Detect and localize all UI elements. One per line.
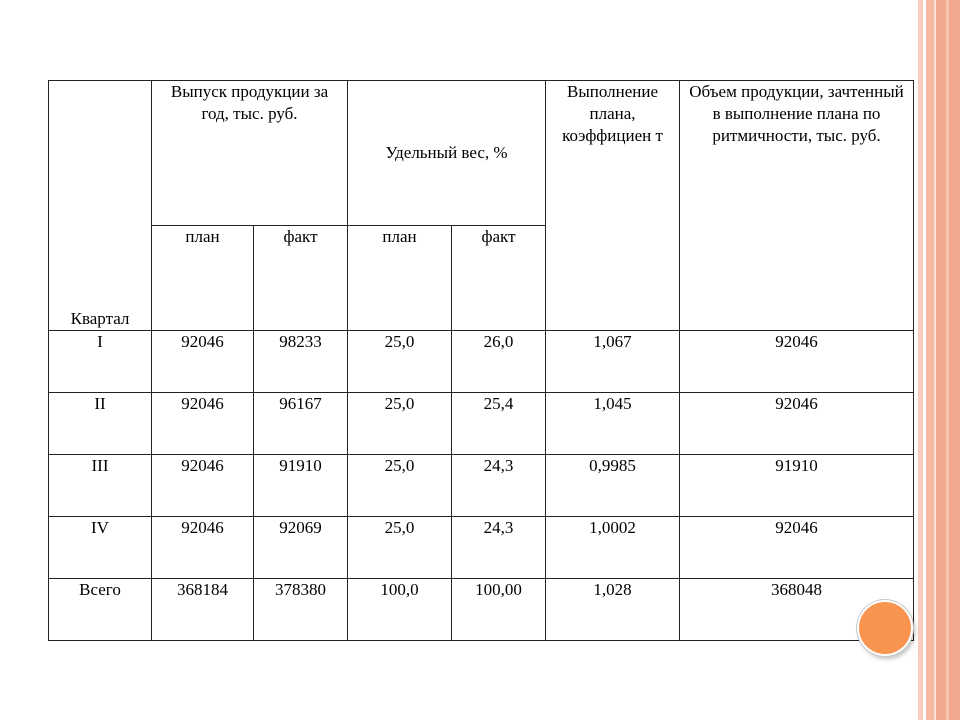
header-share-plan: план	[348, 226, 452, 331]
header-share-fact: факт	[452, 226, 546, 331]
table-row	[49, 517, 914, 579]
cell-share-plan: 25,0	[348, 517, 452, 579]
cell-output-plan: 92046	[152, 455, 254, 517]
table-row	[49, 393, 914, 455]
cell-output-plan: 92046	[152, 517, 254, 579]
cell-output-fact: 92069	[254, 517, 348, 579]
cell-output-plan: 92046	[152, 331, 254, 393]
header-output-plan: план	[152, 226, 254, 331]
header-quarter: Квартал	[49, 81, 152, 331]
cell-share-fact: 100,00	[452, 579, 546, 641]
side-stripe	[926, 0, 934, 720]
cell-output-plan: 368184	[152, 579, 254, 641]
cell-share-plan: 25,0	[348, 331, 452, 393]
cell-output-fact: 378380	[254, 579, 348, 641]
table-row	[49, 455, 914, 517]
cell-share-fact: 24,3	[452, 517, 546, 579]
cell-quarter: III	[49, 455, 152, 517]
cell-share-plan: 25,0	[348, 455, 452, 517]
cell-rhythm: 92046	[680, 331, 914, 393]
cell-quarter: Всего	[49, 579, 152, 641]
cell-share-plan: 25,0	[348, 393, 452, 455]
cell-coef: 1,067	[546, 331, 680, 393]
cell-coef: 1,045	[546, 393, 680, 455]
cell-coef: 1,0002	[546, 517, 680, 579]
cell-output-fact: 91910	[254, 455, 348, 517]
table-row-total	[49, 579, 914, 641]
cell-share-fact: 26,0	[452, 331, 546, 393]
header-output: Выпуск продукции за год, тыс. руб.	[152, 81, 348, 226]
output-rhythm-table	[48, 80, 914, 641]
cell-output-fact: 98233	[254, 331, 348, 393]
cell-share-fact: 25,4	[452, 393, 546, 455]
cell-rhythm: 368048	[680, 579, 914, 641]
cell-coef: 0,9985	[546, 455, 680, 517]
header-output-fact: факт	[254, 226, 348, 331]
header-rhythm: Объем продукции, зачтенный в выполнение плана по ритмичности, тыс. руб.	[680, 81, 914, 331]
cell-share-fact: 24,3	[452, 455, 546, 517]
header-execution: Выполнение плана, коэффициен т	[546, 81, 680, 331]
cell-rhythm: 92046	[680, 517, 914, 579]
cell-quarter: II	[49, 393, 152, 455]
decorative-circle	[857, 600, 913, 656]
cell-rhythm: 92046	[680, 393, 914, 455]
side-stripe	[946, 0, 949, 720]
cell-coef: 1,028	[546, 579, 680, 641]
cell-output-plan: 92046	[152, 393, 254, 455]
cell-quarter: I	[49, 331, 152, 393]
table-row	[49, 331, 914, 393]
cell-rhythm: 91910	[680, 455, 914, 517]
cell-share-plan: 100,0	[348, 579, 452, 641]
cell-quarter: IV	[49, 517, 152, 579]
cell-output-fact: 96167	[254, 393, 348, 455]
header-share: Удельный вес, %	[348, 81, 546, 226]
